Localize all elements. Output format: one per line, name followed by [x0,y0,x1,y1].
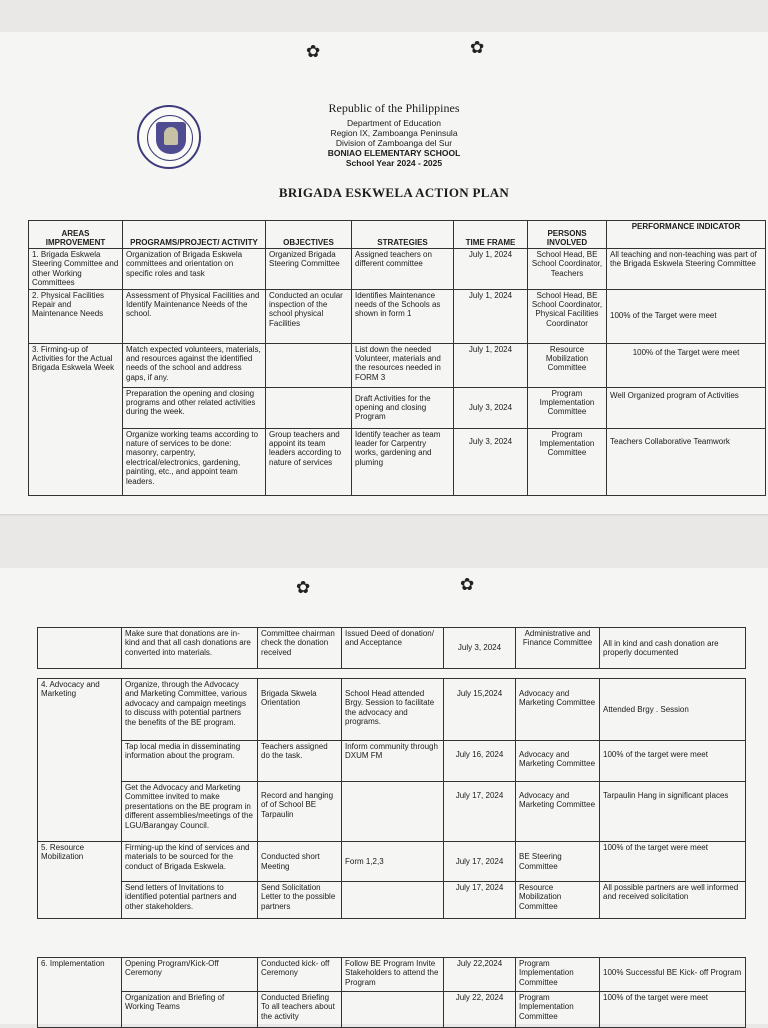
program-cell: Tap local media in disseminating information about the program. [122,741,258,782]
table-row [29,289,766,343]
persons-cell: Program Implementation Committee [528,387,607,428]
indicator-cell: 100% of the target were meet [600,741,746,782]
column-header-areas: AREAS IMPROVEMENT [29,221,123,249]
action-plan-table-page-1 [28,220,766,496]
header-country: Republic of the Philippines [328,101,460,115]
strategies-cell: Form 1,2,3 [342,842,444,882]
header-department: Department of Education [346,118,442,128]
indicator-cell: Attended Brgy . Session [600,679,746,741]
program-cell: Preparation the opening and closing programs and other related activities during the week. [123,387,266,428]
program-cell: Assessment of Physical Facilities and Identify Maintenance Needs of the school. [123,289,266,343]
strategies-cell: Issued Deed of donation/ and Acceptance [342,628,444,669]
action-plan-table-page-2-bottom [37,957,746,1028]
time-frame-cell: July 3, 2024 [454,387,528,428]
time-frame-cell: July 17, 2024 [444,842,516,882]
action-plan-table-page-2-top [37,627,746,669]
column-header-objectives: OBJECTIVES [266,221,352,249]
time-frame-cell: July 17, 2024 [444,882,516,919]
objectives-cell: Conducted an ocular inspection of the school physical Facilities [266,289,352,343]
objectives-cell: Organized Brigada Steering Committee [266,249,352,290]
column-header-strategies: STRATEGIES [352,221,454,249]
time-frame-cell: July 15,2024 [444,679,516,741]
table-row [38,741,746,782]
program-cell: Organize, through the Advocacy and Marketing Committee, various advocacy and campaign meetings to discuss with potential partners the benefits of the BE program. [122,679,258,741]
strategies-cell [342,782,444,842]
table-row [29,428,766,495]
indicator-cell: 100% Successful BE Kick- off Program [600,958,746,992]
persons-cell: Program Implementation Committee [516,992,600,1028]
strategies-cell: List down the needed Volunteer, materials and the resources needed in FORM 3 [352,343,454,387]
header-region: Region IX, Zamboanga Peninsula [330,128,458,138]
program-cell: Organization of Brigada Eskwela committees and orientation on specific roles and task [123,249,266,290]
strategies-cell: Assigned teachers on different committee [352,249,454,290]
table-header-row [29,221,766,249]
table-row [29,387,766,428]
time-frame-cell: July 22, 2024 [444,992,516,1028]
program-cell: Organization and Briefing of Working Teams [122,992,258,1028]
persons-cell: Advocacy and Marketing Committee [516,741,600,782]
objectives-cell [266,387,352,428]
indicator-cell: Tarpaulin Hang in significant places [600,782,746,842]
strategies-cell [342,992,444,1028]
indicator-cell: 100% of the target were meet [600,842,746,882]
area-cell: 2. Physical Facilities Repair and Maintenance Needs [29,289,123,343]
persons-cell: Program Implementation Committee [516,958,600,992]
indicator-cell: All possible partners are well informed and received solicitation [600,882,746,919]
indicator-cell: All in kind and cash donation are properly documented [600,628,746,669]
time-frame-cell: July 1, 2024 [454,249,528,290]
strategies-cell: Inform community through DXUM FM [342,741,444,782]
strategies-cell: Draft Activities for the opening and closing Program [352,387,454,428]
program-cell: Send letters of Invitations to identified potential partners and other stakeholders. [122,882,258,919]
objectives-cell: Group teachers and appoint its team leaders according to nature of services [266,428,352,495]
time-frame-cell: July 1, 2024 [454,343,528,387]
table-row [38,842,746,882]
area-cell: 5. Resource Mobilization [38,842,122,919]
objectives-cell [266,343,352,387]
area-cell [38,628,122,669]
time-frame-cell: July 1, 2024 [454,289,528,343]
column-header-programs: PROGRAMS/PROJECT/ ACTIVITY [123,221,266,249]
header-school-year: School Year 2024 - 2025 [345,158,443,168]
document-title: BRIGADA ESKWELA ACTION PLAN [278,185,510,200]
strategies-cell [342,882,444,919]
program-cell: Firming-up the kind of services and materials to be sourced for the conduct of Brigada Eskwela. [122,842,258,882]
area-cell: 6. Implementation [38,958,122,1028]
strategies-cell: Follow BE Program Invite Stakeholders to attend the Program [342,958,444,992]
objectives-cell: Send Solicitation Letter to the possible partners [258,882,342,919]
time-frame-cell: July 3, 2024 [454,428,528,495]
action-plan-table-page-2-middle [37,678,746,919]
persons-cell: Advocacy and Marketing Committee [516,782,600,842]
indicator-cell: All teaching and non-teaching was part of the Brigada Eskwela Steering Committee [607,249,766,290]
column-header-persons: PERSONS INVOLVED [528,221,607,249]
time-frame-cell: July 16, 2024 [444,741,516,782]
table-row [38,628,746,669]
objectives-cell: Conducted short Meeting [258,842,342,882]
time-frame-cell: July 17, 2024 [444,782,516,842]
persons-cell: School Head, BE School Coordinator, Physical Facilities Coordinator [528,289,607,343]
area-cell: 4. Advocacy and Marketing [38,679,122,842]
table-row [38,679,746,741]
program-cell: Get the Advocacy and Marketing Committee invited to make presentations on the BE program in different assemblies/meetings of the LGU/Barangay Council. [122,782,258,842]
indicator-cell: 100% of the Target were meet [607,343,766,387]
objectives-cell: Committee chairman check the donation received [258,628,342,669]
table-row [38,782,746,842]
table-row [38,992,746,1028]
indicator-cell: 100% of the Target were meet [607,289,766,343]
punch-hole-mark: ✿ [306,42,321,61]
header-school: BONIAO ELEMENTARY SCHOOL [327,148,461,158]
strategies-cell: Identifies Maintenance needs of the Schools as shown in form 1 [352,289,454,343]
persons-cell: Resource Mobilization Committee [528,343,607,387]
table-row [38,882,746,919]
table-row [29,343,766,387]
persons-cell: Program Implementation Committee [528,428,607,495]
area-cell: 1. Brigada Eskwela Steering Committee and other Working Committees [29,249,123,290]
table-row [29,249,766,290]
program-cell: Organize working teams according to nature of services to be done: masonry, carpentry, electrical/electronics, gardening, painting, etc., and appoint team leaders. [123,428,266,495]
time-frame-cell: July 22,2024 [444,958,516,992]
punch-hole-mark: ✿ [460,575,475,594]
persons-cell: Advocacy and Marketing Committee [516,679,600,741]
table-row [38,958,746,992]
header-division: Division of Zamboanga del Sur [335,138,453,148]
indicator-cell: Well Organized program of Activities [607,387,766,428]
persons-cell: BE Steering Committee [516,842,600,882]
time-frame-cell: July 3, 2024 [444,628,516,669]
indicator-cell: 100% of the target were meet [600,992,746,1028]
column-header-indicator: PERFORMANCE INDICATOR [607,221,766,249]
persons-cell: School Head, BE School Coordinator, Teachers [528,249,607,290]
persons-cell: Resource Mobilization Committee [516,882,600,919]
objectives-cell: Conducted Briefing To all teachers about the activity [258,992,342,1028]
objectives-cell: Brigada Skwela Orientation [258,679,342,741]
strategies-cell: School Head attended Brgy. Session to facilitate the advocacy and programs. [342,679,444,741]
objectives-cell: Teachers assigned do the task. [258,741,342,782]
punch-hole-mark: ✿ [296,578,311,597]
program-cell: Match expected volunteers, materials, and resources against the identified needs of the school and address gaps, if any. [123,343,266,387]
column-header-time-frame: TIME FRAME [454,221,528,249]
program-cell: Make sure that donations are in-kind and that all cash donations are converted into materials. [122,628,258,669]
indicator-cell: Teachers Collaborative Teamwork [607,428,766,495]
strategies-cell: Identify teacher as team leader for Carpentry works, gardening and pluming [352,428,454,495]
program-cell: Opening Program/Kick-Off Ceremony [122,958,258,992]
persons-cell: Administrative and Finance Committee [516,628,600,669]
punch-hole-mark: ✿ [470,38,485,57]
objectives-cell: Conducted kick- off Ceremony [258,958,342,992]
area-cell: 3. Firming-up of Activities for the Actual Brigada Eskwela Week [29,343,123,495]
objectives-cell: Record and hanging of of School BE Tarpaulin [258,782,342,842]
